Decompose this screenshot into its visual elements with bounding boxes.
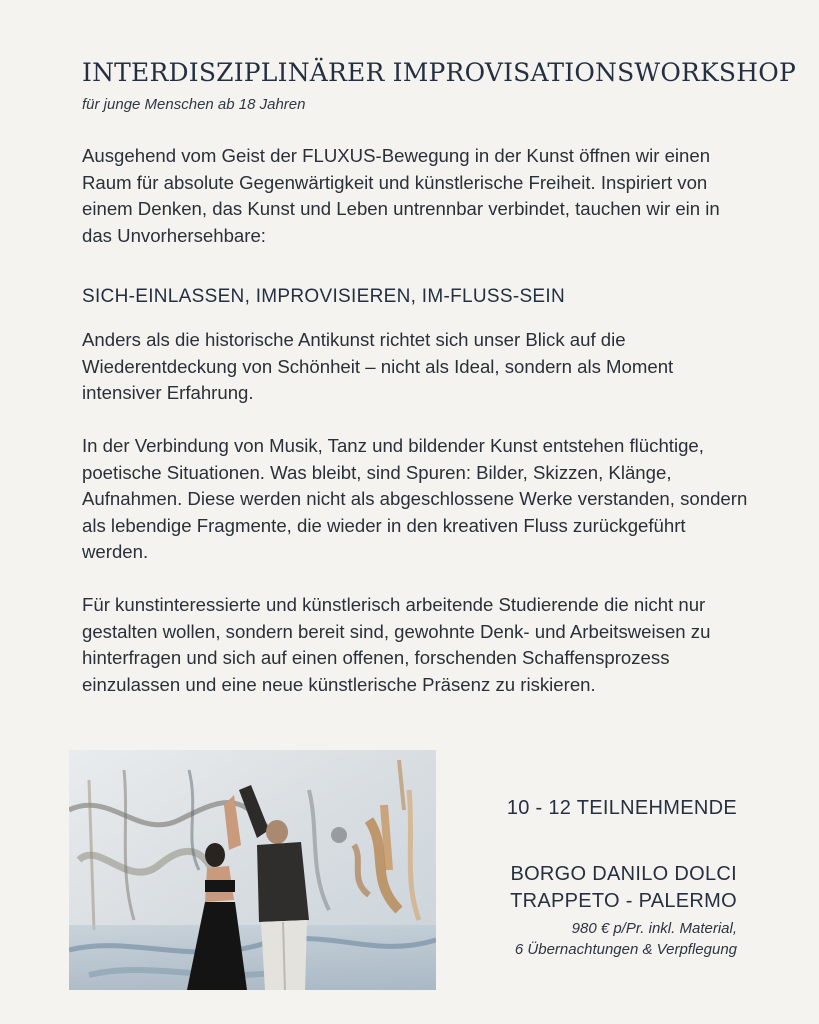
workshop-photo xyxy=(69,750,436,990)
subtitle: für junge Menschen ab 18 Jahren xyxy=(82,96,306,113)
price-info xyxy=(515,918,737,960)
location-info xyxy=(510,861,737,915)
price-line-1: 980 € p/Pr. inkl. Material, xyxy=(571,920,737,937)
location-line-2: TRAPPETO - PALERMO xyxy=(510,890,737,912)
paragraph-beauty: Anders als die historische Antikunst richtet sich unser Blick auf die Wiederentdeckung von Schönheit – nicht als Ideal, sondern als Moment intensiver Erfahrung. xyxy=(82,329,674,403)
paragraph-audience: Für kunstinteressierte und künstlerisch arbeitende Studierende die nicht nur gestalten wollen, sondern bereit sind, gewohnte Denk- und Arbeitsweisen zu hinterfragen und sich auf einen offenen, forschenden Schaffensprozess einzulassen und eine neue künstlerische Präsenz zu riskieren. xyxy=(82,594,711,695)
price-line-2: 6 Übernachtungen & Verpflegung xyxy=(514,941,737,958)
intro-paragraph: Ausgehend vom Geist der FLUXUS-Bewegung in der Kunst öffnen wir einen Raum für absolute Gegenwärtigkeit und künstlerische Freiheit. Inspiriert von einem Denken, das Kunst und Leben untrennbar verbindet, tauchen wir ein in das Unvorhersehbare: xyxy=(82,145,720,246)
page-title: INTERDISZIPLINÄRER IMPROVISATIONSWORKSHOP xyxy=(82,58,796,87)
paragraph-traces: In der Verbindung von Musik, Tanz und bildender Kunst entstehen flüchtige, poetische Situationen. Was bleibt, sind Spuren: Bilder, Skizzen, Klänge, Aufnahmen. Diese werden nicht als abgeschlossene Werke verstanden, sondern als lebendige Fragmente, die wieder in den kreativen Fluss zurückgeführt werden. xyxy=(82,435,748,562)
participants-info: 10 - 12 TEILNEHMENDE xyxy=(506,797,737,819)
location-line-1: BORGO DANILO DOLCI xyxy=(510,863,737,885)
section-heading: SICH-EINLASSEN, IMPROVISIEREN, IM-FLUSS-SEIN xyxy=(82,286,566,307)
